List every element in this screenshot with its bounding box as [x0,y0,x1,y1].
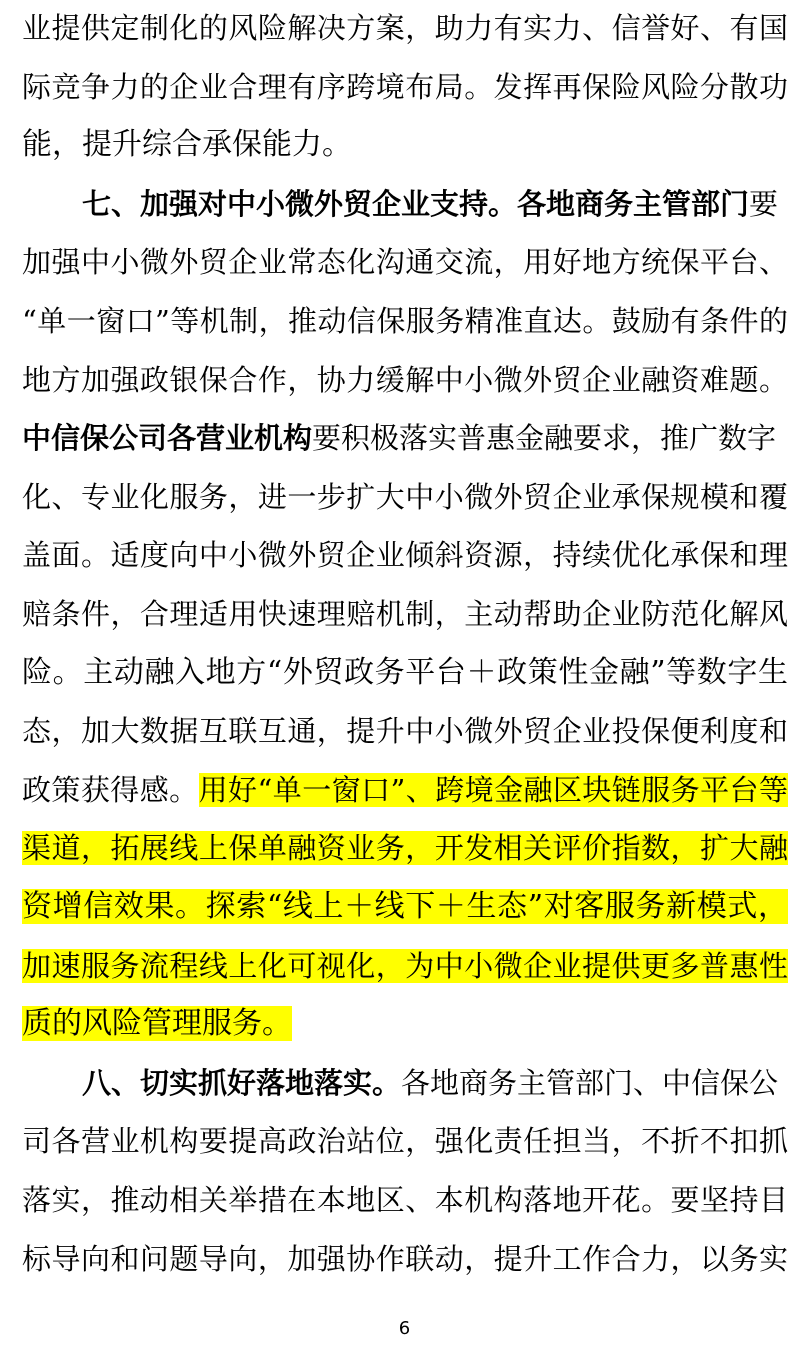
text-line [22,125,788,183]
highlighted-text: 加速服务流程线上化可视化，为中小微企业提供更多普惠性 [22,948,788,983]
text-segment: 要积极落实普惠金融要求，推广数字 [312,421,777,456]
text-line [22,828,788,886]
text-segment: 际竞争力的企业合理有序跨境布局。发挥再保险风险分散功 [22,69,788,104]
text-line [22,418,788,476]
text-segment: 落实，推动相关举措在本地区、本机构落地开花。要坚持目 [22,1183,788,1217]
text-segment: 化、专业化服务，进一步扩大中小微外贸企业承保规模和覆 [22,479,788,514]
text-line [22,946,788,1004]
text-segment: 地方加强政银保合作，协力缓解中小微外贸企业融资难题。 [22,362,788,397]
highlighted-text: 用好“单一窗口”、跨境金融区块链服务平台等 [198,772,788,807]
bold-text: 中信保公司各营业机构 [22,421,313,456]
text-line [22,887,788,945]
text-line [22,1063,788,1121]
text-segment: 盖面。适度向中小微外贸企业倾斜资源，持续优化承保和理 [22,538,788,573]
text-line [22,594,788,652]
bold-text: 八、切实抓好落地落实。 [82,1065,402,1100]
text-segment: 能，提升综合承保能力。 [22,127,352,163]
text-segment: 政策获得感。 [22,772,199,807]
text-line [22,8,788,66]
text-segment: 各地商务主管部门、中信保公 [401,1065,779,1100]
page-number: 6 [398,1318,411,1339]
highlighted-text: 渠道，拓展线上保单融资业务，开发相关评价指数，扩大融 [22,831,788,866]
text-line [22,1180,788,1238]
text-line [22,711,788,769]
text-line [22,360,788,418]
text-line [22,653,788,711]
text-segment: 司各营业机构要提高政治站位，强化责任担当，不折不扣抓 [22,1124,788,1159]
text-line [22,1239,788,1297]
text-segment: 标导向和问题导向，加强协作联动，提升工作合力，以务实 [22,1241,788,1276]
text-segment: 加强中小微外贸企业常态化沟通交流，用好地方统保平台、 [22,245,788,280]
text-line [22,1121,788,1179]
text-line [22,535,788,593]
text-line [22,770,788,828]
text-line [22,1004,788,1062]
text-segment: 业提供定制化的风险解决方案，助力有实力、信誉好、有国 [22,11,788,45]
text-segment: 险。主动融入地方“外贸政务平台＋政策性金融”等数字生 [22,654,788,690]
highlighted-text: 质的风险管理服务。 [22,1006,292,1042]
text-line [22,67,788,125]
text-segment: 赔条件，合理适用快速理赔机制，主动帮助企业防范化解风 [22,597,788,631]
bold-text: 各地商务主管部门 [517,186,750,221]
text-line [22,477,788,535]
highlighted-text: 资增信效果。探索“线上＋线下＋生态”对客服务新模式， [22,889,788,924]
text-segment: 要 [749,186,779,221]
text-line [22,242,788,300]
bold-text: 七、加强对中小微外贸企业支持。 [82,186,518,221]
text-segment: 态，加大数据互联互通，提升中小微外贸企业投保便利度和 [22,714,788,749]
text-segment: “单一窗口”等机制，推动信保服务精准直达。鼓励有条件的 [22,304,788,338]
text-line [22,184,788,242]
text-line [22,301,788,359]
